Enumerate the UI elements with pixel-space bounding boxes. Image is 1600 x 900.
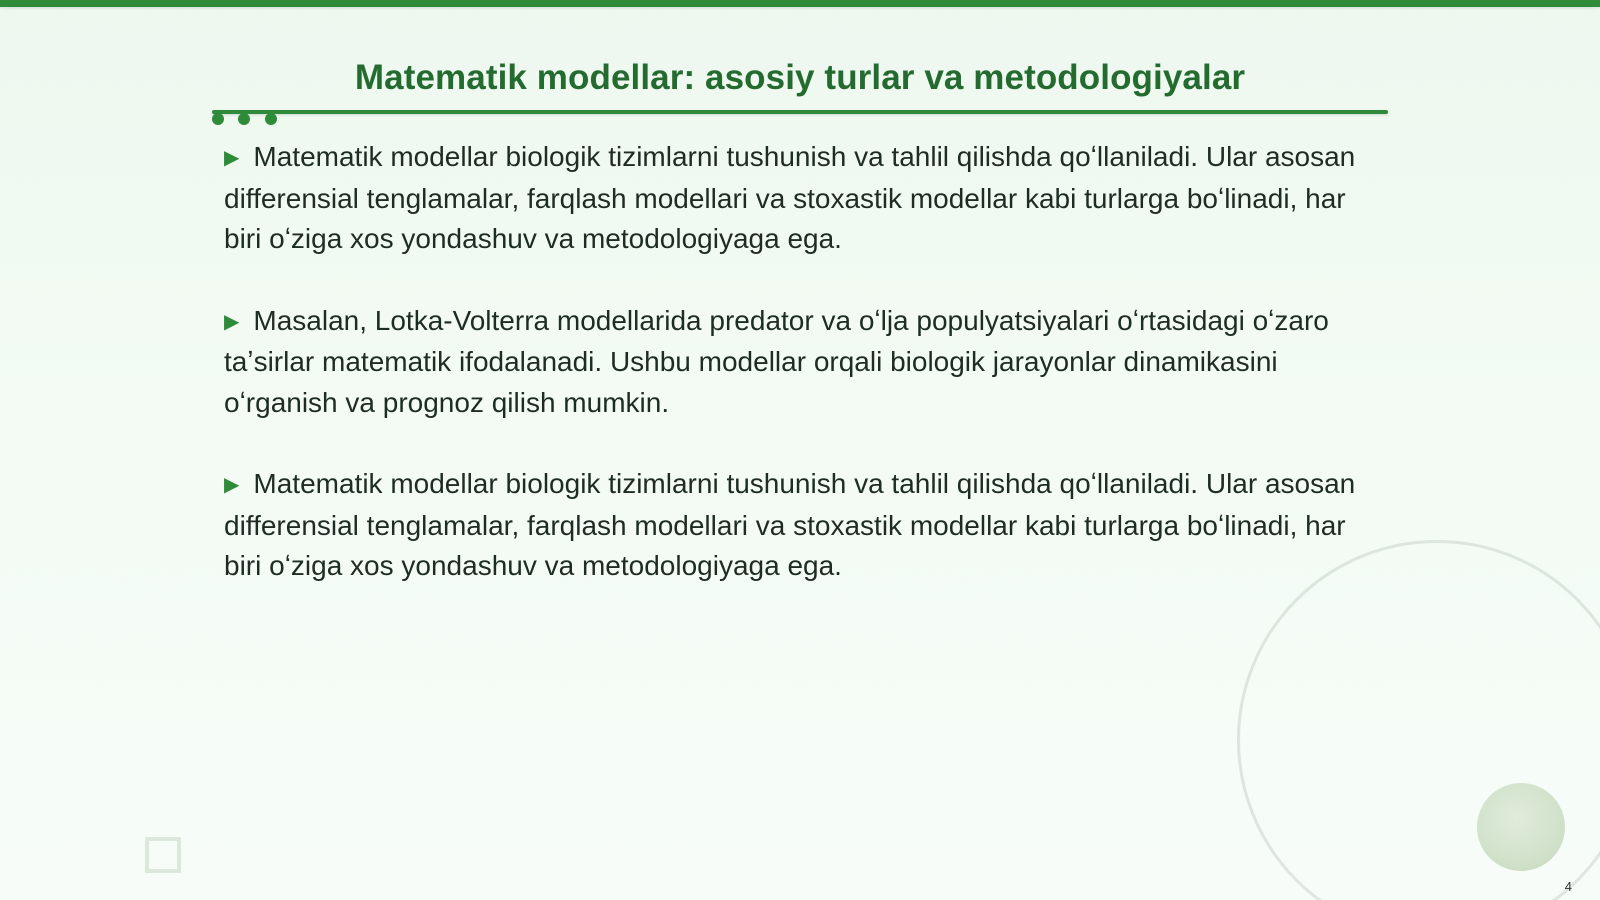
bullet-text: Matematik modellar biologik tizimlarni tushunish va tahlil qilishda qoʻllaniladi. Ular asosan differensial tenglamalar, farqlash modellari va stoxastik modellar kabi turlarga boʻlinadi, har biri oʻziga xos yondashuv va metodologiyaga ega. (224, 141, 1356, 254)
title-underline (212, 110, 1388, 114)
decor-dot (212, 113, 224, 125)
bullet-text: Masalan, Lotka-Volterra modellarida predator va oʻlja populyatsiyalari oʻrtasidagi oʻzaro taʼsirlar matematik ifodalanadi. Ushbu modellar orqali biologik jarayonlar dinamikasini oʻrganish va prognoz qilish mumkin. (224, 304, 1329, 418)
slide-title: Matematik modellar: asosiy turlar va metodologiyalar (354, 58, 1246, 97)
triangle-right-icon: ▶ (224, 310, 240, 333)
top-accent-bar (0, 0, 1600, 7)
page-number: 4 (1564, 879, 1572, 894)
bullet-text: Matematik modellar biologik tizimlarni tushunish va tahlil qilishda qoʻllaniladi. Ular asosan differensial tenglamalar, farqlash modellari va stoxastik modellar kabi turlarga boʻlinadi, har biri oʻziga xos yondashuv va metodologiyaga ega. (224, 468, 1356, 581)
triangle-right-icon: ▶ (224, 474, 240, 496)
decor-dot (238, 113, 250, 125)
decor-circle-filled (1477, 783, 1565, 871)
decor-square-outline (145, 837, 181, 873)
triangle-right-icon: ▶ (224, 147, 240, 169)
slide-content (224, 137, 1374, 628)
bullet-paragraph (224, 301, 1374, 424)
bullet-paragraph (224, 137, 1374, 260)
bullet-paragraph (224, 464, 1374, 587)
decor-dot (265, 113, 277, 125)
